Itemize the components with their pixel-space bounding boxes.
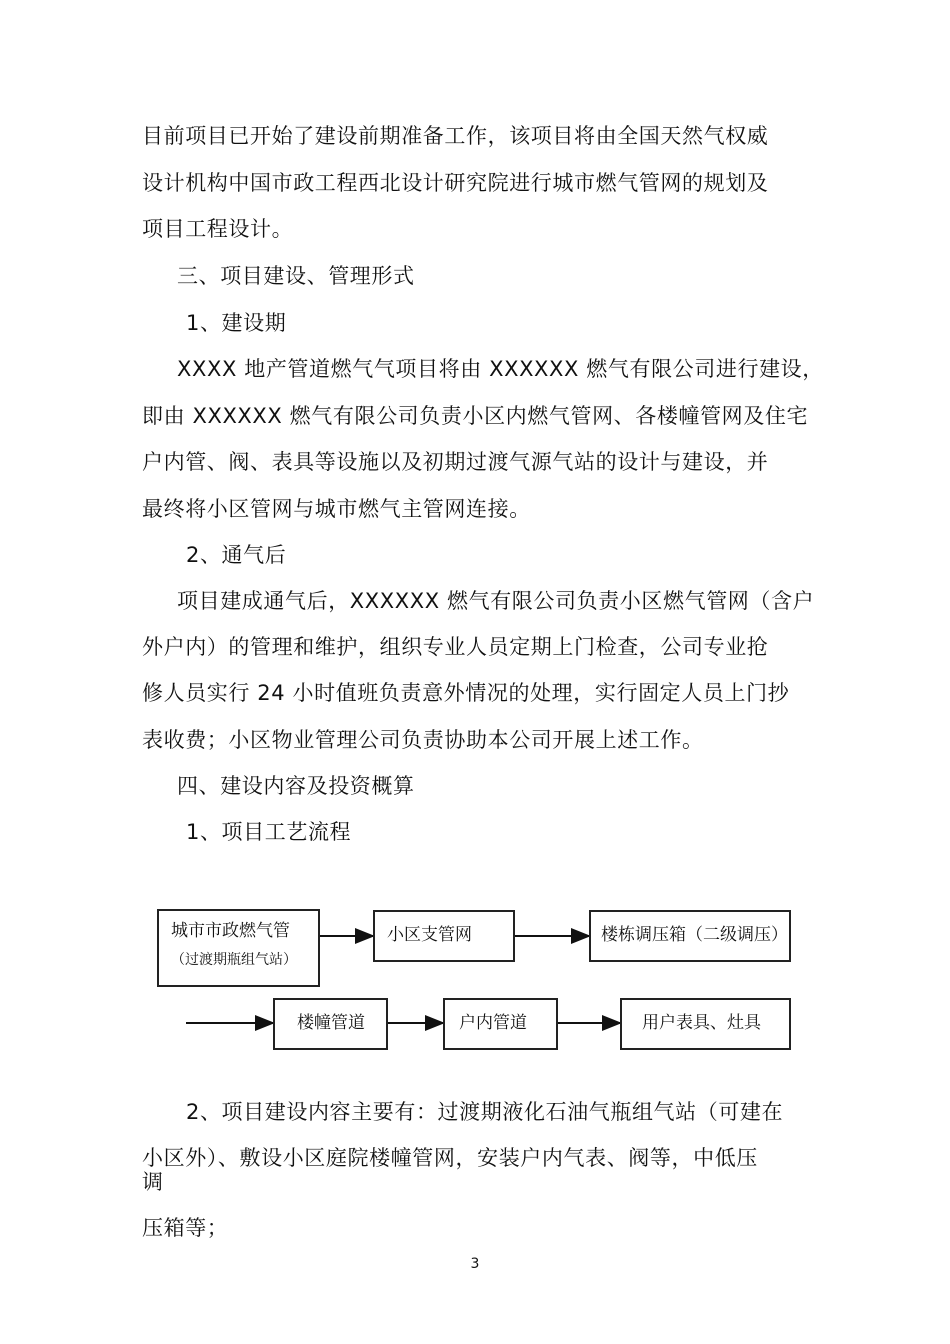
paragraph-line-10: 修人员实行 24 小时值班负责意外情况的处理，实行固定人员上门抄 [142, 681, 790, 705]
construction-content-line-1: 2、项目建设内容主要有：过渡期液化石油气瓶组气站（可建在 [186, 1100, 784, 1124]
paragraph-line-3: 项目工程设计。 [142, 217, 294, 241]
construction-content-line-3: 调 [142, 1170, 164, 1194]
flow-box-city-gas-main-sub: （过渡期瓶组气站） [171, 952, 297, 968]
paragraph-line-7: 最终将小区管网与城市燃气主管网连接。 [142, 497, 531, 521]
section-heading-4: 四、建设内容及投资概算 [177, 774, 415, 798]
flow-box-building-regulator [589, 910, 791, 962]
flow-box-user-appliances-label: 用户表具、灶具 [642, 1013, 761, 1033]
flow-box-city-gas-main-label: 城市市政燃气管 [171, 921, 290, 941]
flow-box-building-pipe [273, 998, 388, 1050]
paragraph-line-11: 表收费；小区物业管理公司负责协助本公司开展上述工作。 [142, 728, 704, 752]
construction-content-line-2: 小区外）、敷设小区庭院楼幢管网，安装户内气表、阀等，中低压 [142, 1146, 758, 1170]
paragraph-line-2: 设计机构中国市政工程西北设计研究院进行城市燃气管网的规划及 [142, 171, 769, 195]
flow-box-building-pipe-label: 楼幢管道 [297, 1013, 365, 1033]
subheading-after-gas: 2、通气后 [186, 543, 287, 567]
paragraph-line-4: XXXX 地产管道燃气气项目将由 XXXXXX 燃气有限公司进行建设， [177, 357, 824, 381]
paragraph-line-9: 外户内）的管理和维护，组织专业人员定期上门检查，公司专业抢 [142, 635, 769, 659]
flow-box-city-gas-main [157, 909, 320, 987]
subheading-construction-period: 1、建设期 [186, 311, 287, 335]
construction-content-line-4: 压箱等； [142, 1216, 229, 1240]
flow-box-district-branch-label: 小区支管网 [387, 925, 472, 945]
paragraph-line-8: 项目建成通气后，XXXXXX 燃气有限公司负责小区燃气管网（含户 [177, 589, 815, 613]
page-number: 3 [470, 1256, 480, 1272]
flow-box-indoor-pipe-label: 户内管道 [459, 1013, 527, 1033]
paragraph-line-5: 即由 XXXXXX 燃气有限公司负责小区内燃气管网、各楼幢管网及住宅 [142, 404, 809, 428]
flow-box-district-branch [373, 910, 515, 962]
paragraph-line-6: 户内管、阀、表具等设施以及初期过渡气源气站的设计与建设，并 [142, 450, 769, 474]
section-heading-3: 三、项目建设、管理形式 [177, 264, 415, 288]
subheading-process-flow: 1、项目工艺流程 [186, 820, 352, 844]
flow-box-indoor-pipe [443, 998, 558, 1050]
flow-box-building-regulator-label: 楼栋调压箱（二级调压） [601, 925, 788, 945]
flow-box-user-appliances [620, 998, 791, 1050]
paragraph-line-1: 目前项目已开始了建设前期准备工作，该项目将由全国天然气权威 [142, 124, 769, 148]
